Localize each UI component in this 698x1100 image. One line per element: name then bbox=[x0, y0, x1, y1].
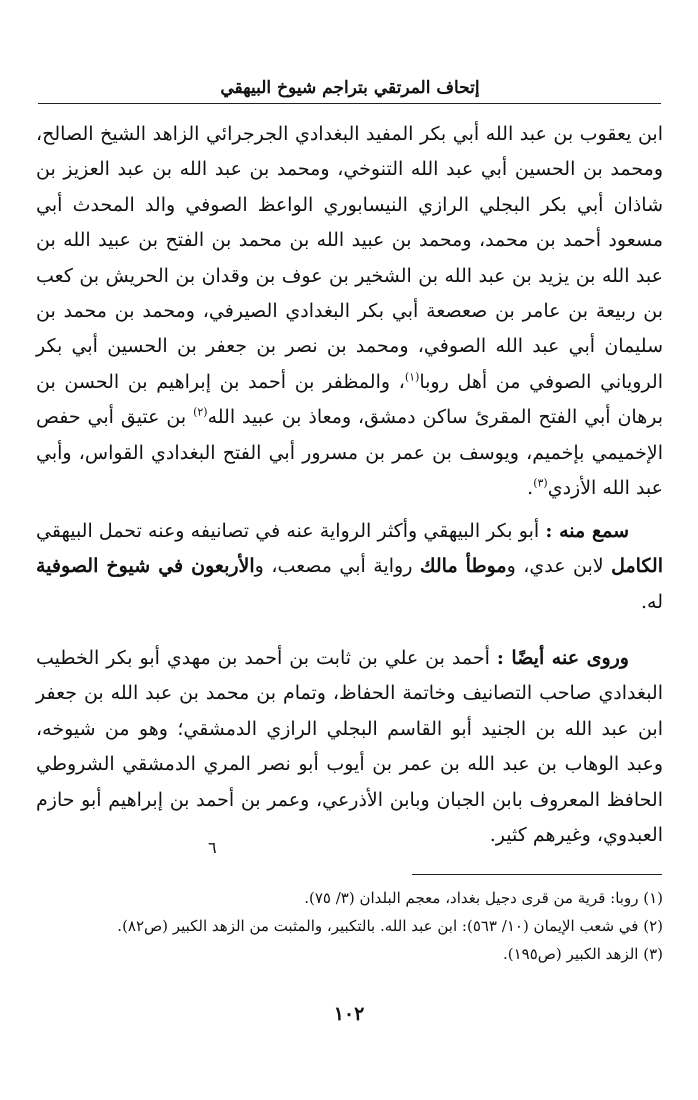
section-lead: سمع منه : bbox=[545, 520, 630, 542]
paragraph-text: رواية أبي مصعب، و bbox=[254, 555, 420, 578]
footnote-ref-2[interactable]: (٢) bbox=[193, 405, 208, 419]
footnote-1: (١) روبا: قرية من قرى دجيل بغداد، معجم البلدان (٣/ ٧٥). bbox=[304, 889, 663, 907]
footnote-3: (٣) الزهد الكبير (ص١٩٥). bbox=[502, 945, 663, 963]
paragraph-heard-from-him bbox=[36, 514, 663, 620]
footnote-divider bbox=[412, 874, 662, 875]
paragraph-text: بن عتيق أبي حفص الإخميمي بإخميم، ويوسف بن عمر بن مسرور أبي الفتح البغدادي القواس، وأبي عبد الله الأزدي bbox=[36, 406, 663, 500]
margin-mark: ٦ bbox=[208, 838, 217, 857]
header-divider bbox=[38, 103, 661, 104]
paragraph-text: له. bbox=[640, 590, 663, 613]
footnotes bbox=[36, 884, 663, 968]
paragraph-text: . bbox=[527, 477, 534, 500]
book-title: الأربعون في شيوخ الصوفية bbox=[36, 555, 255, 578]
paragraph-text: أحمد بن علي بن ثابت بن أحمد بن مهدي أبو بكر الخطيب البغدادي صاحب التصانيف وخاتمة الحفاظ، وتمام بن محمد بن عبد الله بن جعفر ابن عبد الله بن الجنيد أبو القاسم البجلي الرازي الدمشقي؛ وهو من شيوخه، وعبد الوهاب بن عبد الله بن عمر بن أيوب أبو نصر المري الدمشقي الشروطي الحافظ المعروف بابن الجبان وبابن الأذرعي، وعمر بن أحمد بن إبراهيم أبو حازم العبدوي، وغيرهم كثير. bbox=[36, 647, 663, 847]
book-title: الكامل bbox=[611, 555, 663, 578]
paragraph-teachers bbox=[36, 117, 663, 506]
paragraph-text: ، والمظفر بن أحمد بن إبراهيم بن الحسن بن برهان أبي الفتح المقرئ ساكن دمشق، ومعاذ بن عبيد الله bbox=[36, 370, 663, 429]
footnote-ref-3[interactable]: (٣) bbox=[533, 476, 548, 490]
footnote-ref-1[interactable]: (١) bbox=[404, 370, 420, 384]
footnote-2: (٢) في شعب الإيمان (١٠/ ٥٦٣): ابن عبد الله. بالتكبير، والمثبت من الزهد الكبير (ص٨٢). bbox=[117, 917, 663, 935]
book-title: موطأ مالك bbox=[419, 555, 507, 578]
section-lead: وروى عنه أيضًا : bbox=[496, 647, 629, 669]
page-number: ١٠٢ bbox=[333, 1003, 365, 1025]
paragraph-text: ابن يعقوب بن عبد الله أبي بكر المفيد البغدادي الجرجرائي الزاهد الشيخ الصالح، ومحمد بن الحسين أبي عبد الله التنوخي، ومحمد بن عبد الله بن عبد العزيز بن شاذان أبي بكر البجلي الرازي النيسابوري الواعظ الصوفي والد المحدث أبي مسعود أحمد بن محمد، ومحمد بن عبيد الله بن محمد بن الفتح بن عبيد الله بن عبد الله بن يزيد بن عبد الله بن الشخير بن عوف بن وقدان بن الحريش بن كعب بن ربيعة بن عامر بن صعصعة أبي بكر البغدادي الصيرفي، ومحمد بن محمد بن سليمان أبي عبد الله الصوفي، ومحمد بن نصر بن جعفر بن الحسين أبي بكر الروياني الصوفي من أهل روبا bbox=[36, 123, 663, 393]
paragraph-text: لابن عدي، و bbox=[506, 555, 612, 578]
paragraph-text: أبو بكر البيهقي وأكثر الرواية عنه في تصانيفه وعنه تحمل البيهقي bbox=[36, 520, 546, 542]
running-header-title: إتحاف المرتقي بتراجم شيوخ البيهقي bbox=[220, 78, 480, 98]
paragraph-also-narrated bbox=[36, 641, 663, 853]
